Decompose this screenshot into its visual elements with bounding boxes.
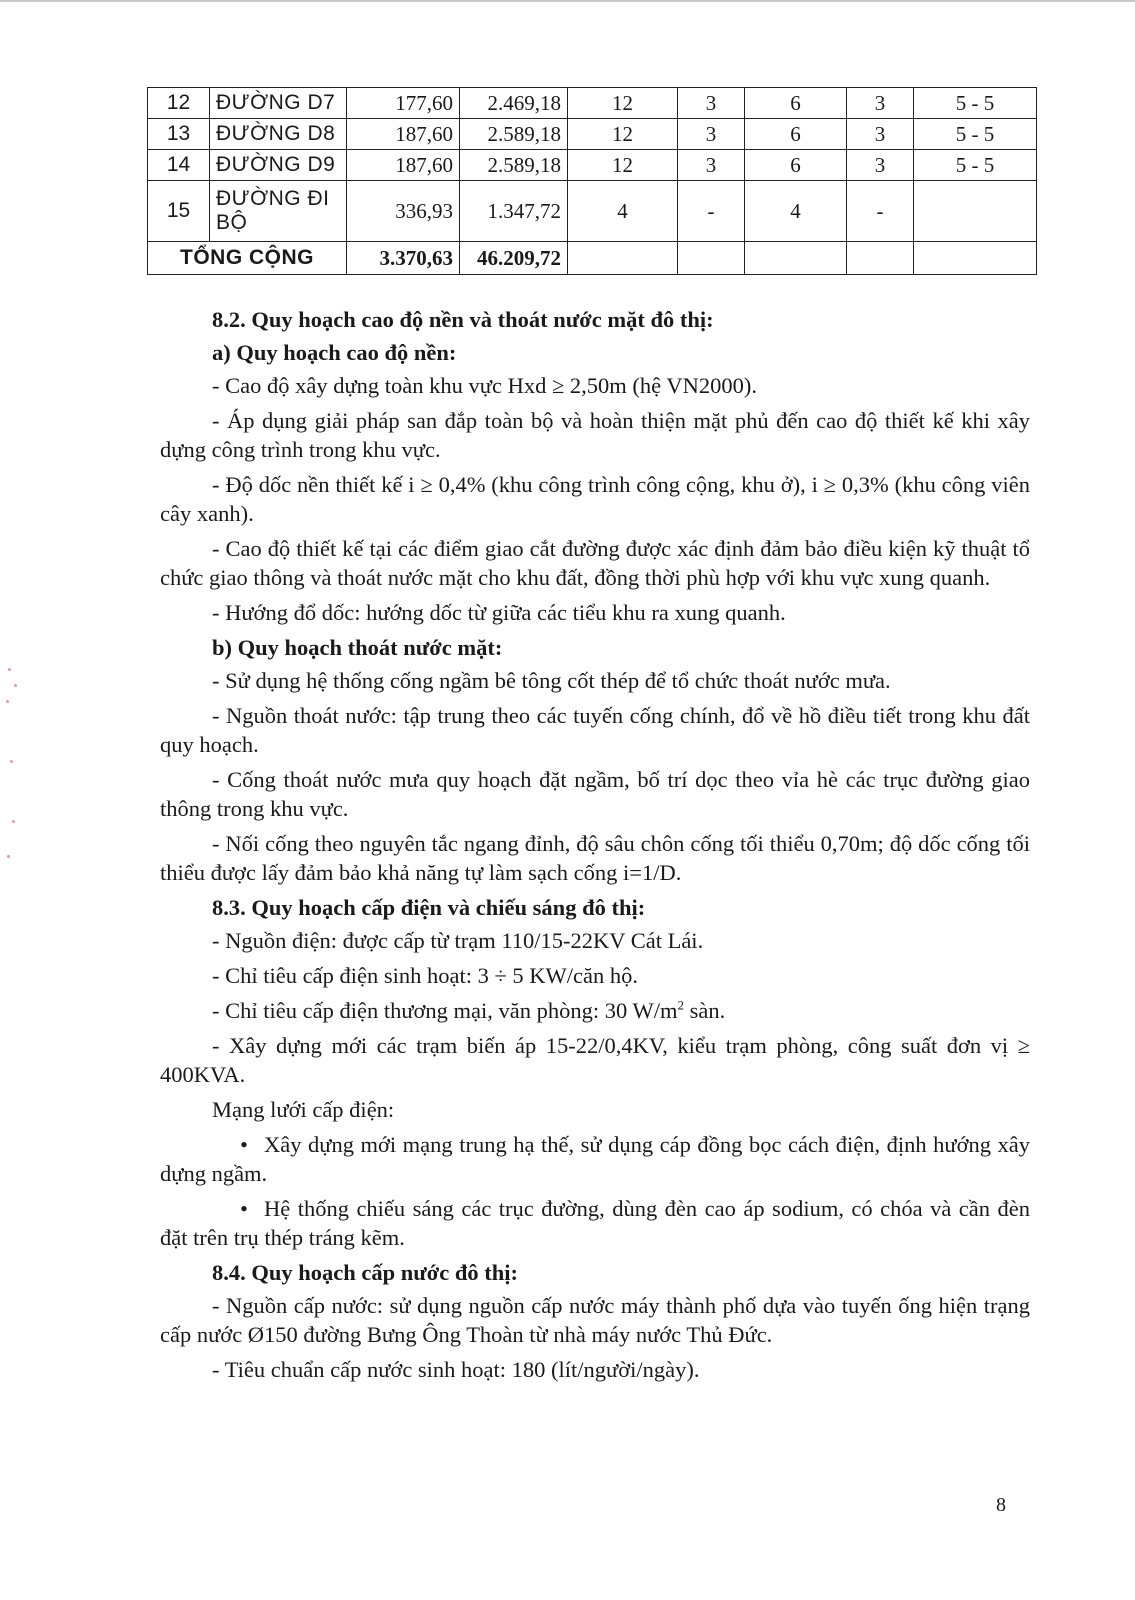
area-cell: 2.589,18	[460, 119, 568, 150]
sidewalk-right-cell: 3	[847, 119, 914, 150]
road-name-line1: ĐƯỜNG ĐI	[216, 187, 330, 210]
area-cell: 1.347,72	[460, 181, 568, 242]
section-8-3-heading: 8.3. Quy hoạch cấp điện và chiếu sáng đô thị:	[212, 895, 646, 920]
roadway-cell: 6	[745, 119, 847, 150]
table-total-row	[148, 242, 1037, 275]
setback-cell: 5 - 5	[914, 88, 1037, 119]
paragraph: - Độ dốc nền thiết kế i ≥ 0,4% (khu công trình công cộng, khu ở), i ≥ 0,3% (khu công viên cây xanh).	[160, 472, 1030, 526]
sidewalk-left-cell: 3	[678, 88, 745, 119]
subsection-a-heading: a) Quy hoạch cao độ nền:	[212, 340, 457, 365]
sidewalk-left-cell: 3	[678, 150, 745, 181]
road-name: ĐƯỜNG D8	[210, 119, 347, 150]
paragraph: - Sử dụng hệ thống cống ngầm bê tông cốt thép để tổ chức thoát nước mưa.	[212, 668, 891, 693]
paragraph: - Nguồn cấp nước: sử dụng nguồn cấp nước máy thành phố dựa vào tuyến ống hiện trạng cấp nước Ø150 đường Bưng Ông Thoàn từ nhà máy nước Thủ Đức.	[160, 1293, 1030, 1347]
bullet-dot-icon: •	[240, 1196, 248, 1221]
length-cell: 177,60	[347, 88, 460, 119]
length-cell: 187,60	[347, 150, 460, 181]
length-cell: 187,60	[347, 119, 460, 150]
paragraph: - Cao độ xây dựng toàn khu vực Hxd ≥ 2,50m (hệ VN2000).	[212, 373, 757, 398]
width-cell: 12	[568, 150, 678, 181]
road-name: ĐƯỜNG D9	[210, 150, 347, 181]
paragraph: - Nguồn điện: được cấp từ trạm 110/15-22KV Cát Lái.	[212, 928, 704, 953]
area-cell: 2.469,18	[460, 88, 568, 119]
top-border-line	[0, 0, 1135, 2]
roadway-cell: 4	[745, 181, 847, 242]
sidewalk-right-cell: 3	[847, 150, 914, 181]
paragraph: - Xây dựng mới các trạm biến áp 15-22/0,4KV, kiểu trạm phòng, công suất đơn vị ≥ 400KVA.	[160, 1033, 1030, 1087]
row-number: 12	[148, 88, 210, 119]
paragraph: - Cao độ thiết kế tại các điểm giao cắt đường được xác định đảm bảo điều kiện kỹ thuật tổ chức giao thông và thoát nước mặt cho khu đất, đồng thời phù hợp với khu vực xung quanh.	[160, 536, 1030, 590]
paragraph: - Chỉ tiêu cấp điện sinh hoạt: 3 ÷ 5 KW/căn hộ.	[212, 963, 639, 988]
table-row	[148, 150, 1037, 181]
table-row	[148, 119, 1037, 150]
paragraph: - Áp dụng giải pháp san đắp toàn bộ và hoàn thiện mặt phủ đến cao độ thiết kế khi xây dựng công trình trong khu vực.	[160, 408, 1030, 462]
sidewalk-right-cell: -	[847, 181, 914, 242]
width-cell: 12	[568, 119, 678, 150]
empty-cell	[847, 242, 914, 275]
setback-cell: 5 - 5	[914, 150, 1037, 181]
roadway-cell: 6	[745, 150, 847, 181]
paragraph: Mạng lưới cấp điện:	[212, 1097, 395, 1122]
empty-cell	[745, 242, 847, 275]
roadway-cell: 6	[745, 88, 847, 119]
empty-cell	[678, 242, 745, 275]
width-cell: 12	[568, 88, 678, 119]
total-label: TỔNG CỘNG	[148, 242, 347, 275]
paragraph	[160, 996, 1030, 1025]
width-cell: 4	[568, 181, 678, 242]
table-row	[148, 88, 1037, 119]
empty-cell	[568, 242, 678, 275]
total-area: 46.209,72	[460, 242, 568, 275]
row-number: 13	[148, 119, 210, 150]
paragraph: - Cống thoát nước mưa quy hoạch đặt ngầm, bố trí dọc theo vỉa hè các trục đường giao thông trong khu vực.	[160, 767, 1030, 821]
subsection-b-heading: b) Quy hoạch thoát nước mặt:	[212, 635, 503, 660]
paragraph: - Hướng đổ dốc: hướng dốc từ giữa các tiểu khu ra xung quanh.	[212, 600, 786, 625]
row-number: 14	[148, 150, 210, 181]
page-number: 8	[996, 1494, 1006, 1516]
bullet-text: Xây dựng mới mạng trung hạ thế, sử dụng cáp đồng bọc cách điện, định hướng xây dựng ngầm.	[160, 1132, 1030, 1186]
length-cell: 336,93	[347, 181, 460, 242]
paragraph: - Nối cống theo nguyên tắc ngang đỉnh, độ sâu chôn cống tối thiểu 0,70m; độ dốc cống tối thiểu được lấy đảm bảo khả năng tự làm sạch cống i=1/D.	[160, 831, 1030, 885]
road-name	[210, 181, 347, 242]
sidewalk-left-cell: -	[678, 181, 745, 242]
total-length: 3.370,63	[347, 242, 460, 275]
text-run: - Chỉ tiêu cấp điện thương mại, văn phòng: 30 W/m	[212, 998, 678, 1023]
bullet-text: Hệ thống chiếu sáng các trục đường, dùng đèn cao áp sodium, có chóa và cần đèn đặt trên trụ thép tráng kẽm.	[160, 1196, 1030, 1250]
paragraph: - Tiêu chuẩn cấp nước sinh hoạt: 180 (lít/người/ngày).	[212, 1357, 700, 1382]
road-table	[147, 87, 1037, 275]
section-8-4-heading: 8.4. Quy hoạch cấp nước đô thị:	[212, 1260, 519, 1285]
road-name: ĐƯỜNG D7	[210, 88, 347, 119]
bullet-item	[160, 1130, 1030, 1188]
road-name-line2: BỘ	[216, 211, 248, 234]
row-number: 15	[148, 181, 210, 242]
document-body	[160, 305, 1030, 1390]
margin-stamp-marks	[0, 640, 30, 870]
empty-cell	[914, 242, 1037, 275]
section-8-2-heading: 8.2. Quy hoạch cao độ nền và thoát nước mặt đô thị:	[212, 307, 714, 332]
superscript: 2	[677, 997, 684, 1013]
bullet-dot-icon: •	[240, 1132, 248, 1157]
table-row	[148, 181, 1037, 242]
setback-cell: 5 - 5	[914, 119, 1037, 150]
paragraph: - Nguồn thoát nước: tập trung theo các tuyến cống chính, đổ về hồ điều tiết trong khu đất quy hoạch.	[160, 703, 1030, 757]
setback-cell	[914, 181, 1037, 242]
sidewalk-right-cell: 3	[847, 88, 914, 119]
text-run: sàn.	[683, 998, 726, 1023]
sidewalk-left-cell: 3	[678, 119, 745, 150]
area-cell: 2.589,18	[460, 150, 568, 181]
bullet-item	[160, 1194, 1030, 1252]
